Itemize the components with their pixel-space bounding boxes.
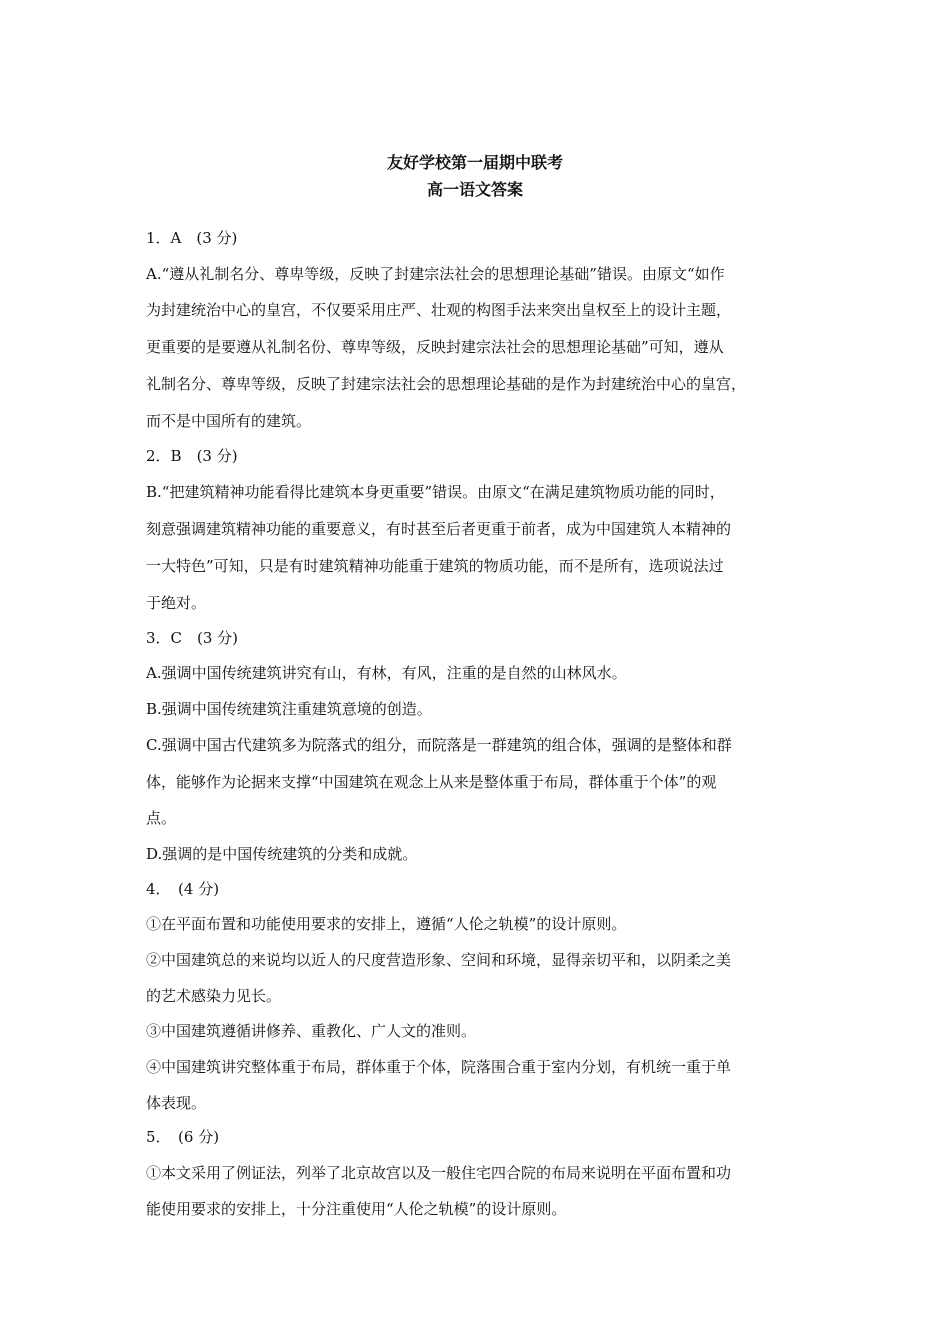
answer-line: C.强调中国古代建筑多为院落式的组分，而院落是一群建筑的组合体，强调的是整体和群 bbox=[146, 736, 732, 754]
answer-line: 点。 bbox=[146, 809, 177, 827]
question-4-header: 4． (4 分) bbox=[146, 880, 220, 898]
answer-line: 体表现。 bbox=[146, 1094, 207, 1112]
answer-line: A.“遵从礼制名分、尊卑等级，反映了封建宗法社会的思想理论基础”错误。由原文“如作 bbox=[146, 265, 725, 283]
answer-line: 的艺术感染力见长。 bbox=[146, 987, 282, 1005]
answer-line: B.强调中国传统建筑注重建筑意境的创造。 bbox=[146, 700, 432, 718]
answer-line: 更重要的是要遵从礼制名份、尊卑等级，反映封建宗法社会的思想理论基础”可知，遵从 bbox=[146, 338, 724, 356]
answer-line: ④中国建筑讲究整体重于布局，群体重于个体，院落围合重于室内分划，有机统一重于单 bbox=[146, 1058, 732, 1076]
question-2-header: 2．B (3 分) bbox=[146, 447, 238, 465]
answer-line: ①本文采用了例证法，列举了北京故宫以及一般住宅四合院的布局来说明在平面布置和功 bbox=[146, 1164, 732, 1182]
answer-line: ③中国建筑遵循讲修养、重教化、广人文的准则。 bbox=[146, 1022, 477, 1040]
answer-line: 能使用要求的安排上，十分注重使用“人伦之轨模”的设计原则。 bbox=[146, 1200, 567, 1218]
answer-line: ①在平面布置和功能使用要求的安排上，遵循“人伦之轨模”的设计原则。 bbox=[146, 915, 627, 933]
answer-line: B.“把建筑精神功能看得比建筑本身更重要”错误。由原文“在满足建筑物质功能的同时， bbox=[146, 483, 725, 501]
answer-line: 体，能够作为论据来支撑“中国建筑在观念上从来是整体重于布局，群体重于个体”的观 bbox=[146, 773, 717, 791]
question-3-header: 3．C (3 分) bbox=[146, 629, 239, 647]
answer-line: ②中国建筑总的来说均以近人的尺度营造形象、空间和环境，显得亲切平和，以阴柔之美 bbox=[146, 951, 732, 969]
answer-line: 而不是中国所有的建筑。 bbox=[146, 412, 312, 430]
answer-line: 为封建统治中心的皇宫，不仅要采用庄严、壮观的构图手法来突出皇权至上的设计主题， bbox=[146, 301, 732, 319]
question-5-header: 5． (6 分) bbox=[146, 1128, 220, 1146]
answer-line: D.强调的是中国传统建筑的分类和成就。 bbox=[146, 845, 418, 863]
answer-key-title: 高一语文答案 bbox=[426, 180, 523, 199]
question-1-header: 1．A (3 分) bbox=[146, 229, 238, 247]
answer-line: 于绝对。 bbox=[146, 594, 207, 612]
exam-title: 友好学校第一届期中联考 bbox=[386, 153, 563, 172]
answer-line: A.强调中国传统建筑讲究有山，有林，有风，注重的是自然的山林风水。 bbox=[146, 664, 627, 682]
answer-line: 礼制名分、尊卑等级，反映了封建宗法社会的思想理论基础的是作为封建统治中心的皇宫， bbox=[146, 375, 747, 393]
answer-line: 刻意强调建筑精神功能的重要意义，有时甚至后者更重于前者，成为中国建筑人本精神的 bbox=[146, 520, 732, 538]
answer-line: 一大特色”可知，只是有时建筑精神功能重于建筑的物质功能，而不是所有，选项说法过 bbox=[146, 557, 724, 575]
